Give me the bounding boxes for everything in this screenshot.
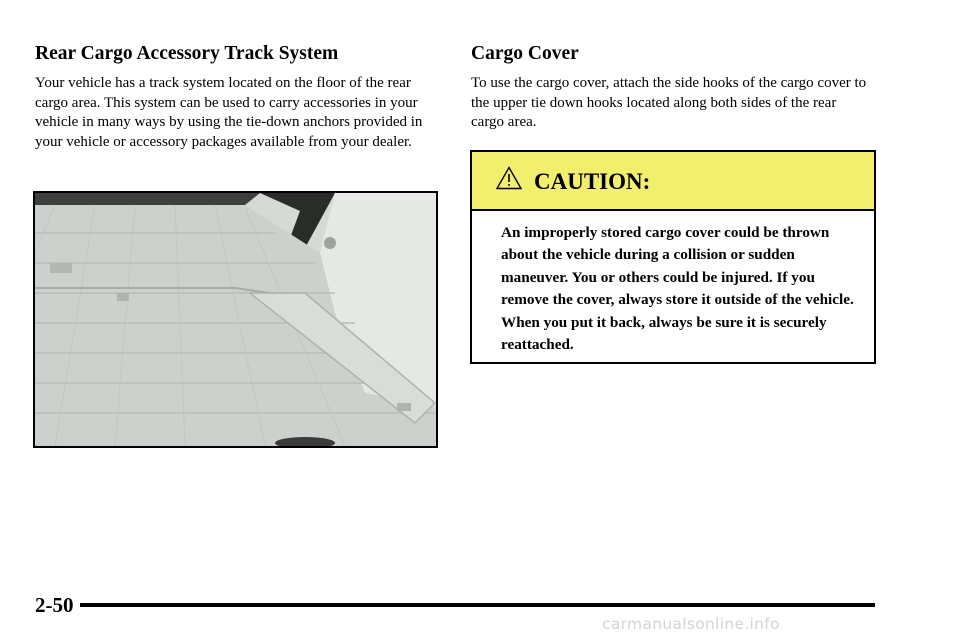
section-heading-track-system: Rear Cargo Accessory Track System: [35, 43, 339, 64]
caution-text: An improperly stored cargo cover could be thrown about the vehicle during a collision or sudden maneuver. You or others could be injured. If you remove the cover, always store it outside of the vehicle. When you put it back, always be sure it is securely reattached.: [501, 224, 854, 354]
cargo-cover-paragraph: To use the cargo cover, attach the side hooks of the cargo cover to the upper tie down hooks located along both sides of the rear cargo area.: [471, 75, 867, 130]
page-number: 2-50: [35, 593, 74, 617]
warning-triangle-icon: [496, 166, 522, 190]
footer-rule: [80, 603, 875, 607]
section-heading-cargo-cover: Cargo Cover: [471, 43, 579, 64]
caution-header: [472, 152, 874, 211]
cargo-floor-photo: [33, 191, 438, 448]
caution-box: [470, 150, 876, 364]
caution-title: CAUTION:: [534, 169, 651, 194]
track-system-paragraph: Your vehicle has a track system located on the floor of the rear cargo area. This system can be used to carry accessories in your vehicle in many ways by using the tie-down anchors provided in your vehicle or accessory packages available from your dealer.: [35, 75, 423, 150]
watermark-text: carmanualsonline.info: [602, 615, 780, 633]
